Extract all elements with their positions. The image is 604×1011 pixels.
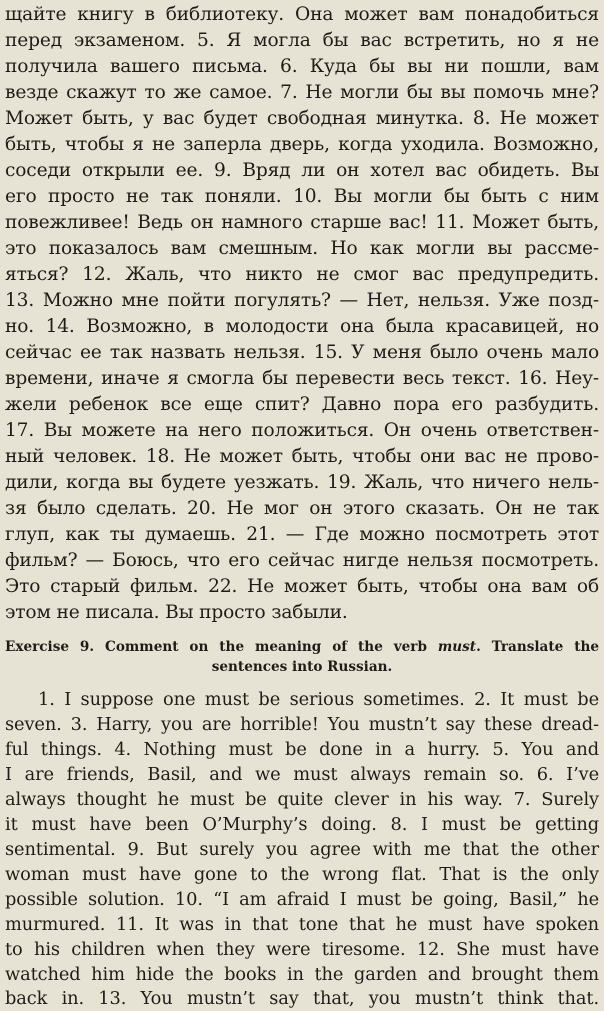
text-line: 1. I suppose one must be serious sometimes. 2. It must be <box>38 689 599 710</box>
text-line: back in. 13. You mustn’t say that, you mustn’t think that. <box>5 988 599 1009</box>
text-line: получила вашего письма. 6. Куда бы вы ни пошли, вам <box>5 56 599 77</box>
text-line: sentimental. 9. But surely you agree with me that the other <box>5 839 599 860</box>
text-line: яться? 12. Жаль, что никто не смог вас предупредить. <box>5 264 599 285</box>
exercise-heading-suffix: . Translate the <box>476 639 599 655</box>
text-line: сейчас ее так назвать нельзя. 15. У меня было очень мало <box>5 342 599 363</box>
text-line: ный человек. 18. Не может быть, чтобы они вас не прово- <box>5 446 599 467</box>
text-line: повежливее! Ведь он намного старше вас! 11. Может быть, <box>5 212 599 233</box>
text-line: этом не писала. Вы просто забыли. <box>5 602 348 623</box>
text-line: фильм? — Боюсь, что его сейчас нигде нельзя посмотреть. <box>5 550 599 571</box>
text-line: его просто не так поняли. 10. Вы могли бы быть с ним <box>5 186 599 207</box>
text-line: it must have been O’Murphy’s doing. 8. I must be getting <box>5 814 599 835</box>
text-line: always thought he must be quite clever in his way. 7. Surely <box>5 789 599 810</box>
text-line: быть, чтобы я не заперла дверь, когда уходила. Возможно, <box>5 134 599 155</box>
text-line: это показалось вам смешным. Но как могли вы рассме- <box>5 238 599 259</box>
text-line: watched him hide the books in the garden and brought them <box>5 964 599 985</box>
text-line: зя было сделать. 20. Не мог он этого сказать. Он не так <box>5 498 599 519</box>
text-line: 17. Вы можете на него положиться. Он очень ответствен- <box>5 420 599 441</box>
text-line: Может быть, у вас будет свободная минутка. 8. Не может <box>5 108 599 129</box>
text-line: щайте книгу в библиотеку. Она может вам понадобиться <box>5 4 599 25</box>
text-line: везде скажут то же самое. 7. Не могли бы вы помочь мне? <box>5 82 599 103</box>
exercise-heading-verb: must <box>437 639 477 655</box>
text-line: но. 14. Возможно, в молодости она была красавицей, но <box>5 316 599 337</box>
text-line: seven. 3. Harry, you are horrible! You mustn’t say these dread- <box>5 714 599 735</box>
text-line: 13. Можно мне пойти погулять? — Нет, нельзя. Уже позд- <box>5 290 599 311</box>
text-line: to his children when they were tiresome. 12. She must have <box>5 939 599 960</box>
text-line: woman must have gone to the wrong flat. That is the only <box>5 864 599 885</box>
text-line: времени, иначе я смогла бы перевести весь текст. 16. Неу- <box>5 368 599 389</box>
exercise-heading-line: sentences into Russian. <box>211 659 393 675</box>
text-line: ful things. 4. Nothing must be done in a hurry. 5. You and <box>5 739 599 760</box>
exercise-heading-prefix: Exercise 9. Comment on the meaning of the verb <box>5 639 438 655</box>
exercise-heading-line <box>5 637 599 657</box>
text-line: I are friends, Basil, and we must always remain so. 6. I’ve <box>5 764 599 785</box>
text-line: соседи открыли ее. 9. Вряд ли он хотел вас обидеть. Вы <box>5 160 599 181</box>
text-line: перед экзаменом. 5. Я могла бы вас встретить, но я не <box>5 30 599 51</box>
text-line: murmured. 11. It was in that tone that he must have spoken <box>5 914 599 935</box>
text-line: Это старый фильм. 22. Не может быть, чтобы она вам об <box>5 576 599 597</box>
text-line: дили, когда вы будете уезжать. 19. Жаль, что ничего нель- <box>5 472 599 493</box>
text-line: глуп, как ты думаешь. 21. — Где можно посмотреть этот <box>5 524 599 545</box>
text-line: жели ребенок все еще спит? Давно пора его разбудить. <box>5 394 599 415</box>
text-line: possible solution. 10. “I am afraid I must be going, Basil,” he <box>5 889 599 910</box>
